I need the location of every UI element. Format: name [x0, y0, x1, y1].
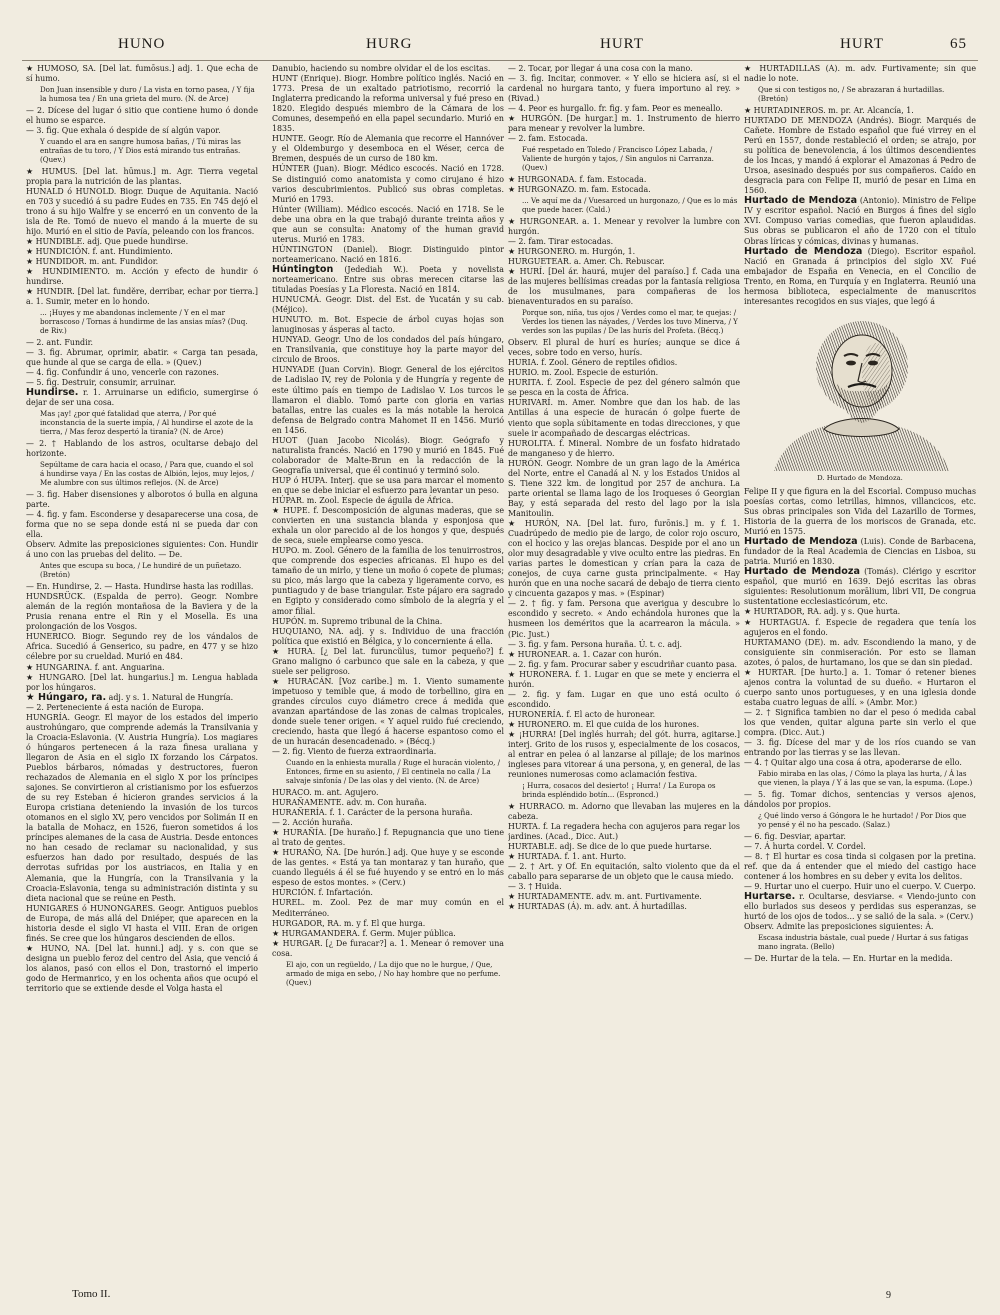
headword: Hurtado de Mendoza: [744, 566, 860, 578]
entry: ★ HUNGARINA. f. ant. Anguarina.: [26, 662, 165, 672]
entry: ★ HUNDIDOR. m. ant. Fundidor.: [26, 257, 159, 267]
entry: [744, 537, 976, 567]
entry: Húnter (William). Médico escocés. Nació en 1718. Se le debe una obra en la que trabajó durante treinta años y que aun se consulta: Anatomy of the human gravid uterus. Murió en 1783.: [272, 204, 504, 244]
entry: — 4. fig. y fam. Esconderse y desaparecerse una cosa, de forma que no se sepa donde está ni se pueda dar con ella.: [26, 510, 258, 540]
entry: — 4. † Quitar algo una cosa á otra, apoderarse de ello.: [744, 758, 962, 768]
entry: HUNYAD. Geogr. Uno de los condados del país húngaro, en Transilvania, que constituye hoy la parte mayor del circulo de Broos.: [272, 335, 504, 365]
entry: HUPÓN. m. Supremo tribunal de la China.: [272, 616, 443, 626]
entry: [26, 693, 258, 703]
entry: HURACO. m. ant. Agujero.: [272, 787, 379, 797]
entry-text: (Jedediah W.). Poeta y novelista norteamericano. Entre sus obras merecen citarse las tituladas Poesías y La Floresta. Nació en 1814.: [272, 264, 504, 295]
entry: ★ HURTADAMENTE. adv. m. ant. Furtivamente.: [508, 892, 702, 902]
entry: HUROLITA. f. Mineral. Nombre de un fosfato hidratado de manganeso y de hierro.: [508, 438, 740, 458]
entry: ★ HURGAMANDERA. f. Germ. Mujer pública.: [272, 928, 456, 938]
entry: ★ HURGONERO. m. Hurgón, 1.: [508, 247, 636, 257]
entry: — 3. fig. Haber disensiones y alborotos ó bulla en alguna parte.: [26, 490, 258, 510]
entry: ★ HURTADILLAS (Á). m. adv. Furtivamente; sin que nadie lo note.: [744, 64, 976, 84]
entry: ★ HURGÓN. [De hurgar.] m. 1. Instrumento de hierro para menear y revolver la lumbre.: [508, 114, 740, 134]
running-head-col1: HUNO: [118, 36, 166, 52]
entry-text: (Tomás). Clérigo y escritor español, que murió en 1639. Dejó escritas las obras siguientes: Resolutionum morālium, libri VII, De congrua sustentatione ecclesiasticórum, etc.: [744, 567, 976, 607]
entry: HURGADOR, RA. m. y f. El que hurga.: [272, 918, 426, 928]
portrait-caption: D. Hurtado de Mendoza.: [817, 473, 903, 482]
entry: HUNUCMÁ. Geogr. Dist. del Est. de Yucatán y su cab. (Méjico).: [272, 295, 504, 315]
headword: Hurtarse.: [744, 891, 796, 903]
entry-text: r. 1. Arruinarse un edificio, sumergirse ó dejar de ser una cosa.: [26, 388, 258, 408]
entry: HURIO. m. Zool. Especie de esturión.: [508, 368, 659, 378]
entry: — 2. ant. Fundir.: [26, 338, 94, 348]
entry: HURONERÍA. f. El acto de huronear.: [508, 709, 656, 719]
citation: ¿ Qué lindo verso á Góngora le he hurtado! / Por Dios que yo pensé y él no ha pescado. (Salaz.): [758, 811, 967, 830]
entry: HURIVARÍ. m. Amer. Nombre que dan los hab. de las Antillas á una especie de huracán ó golpe fuerte de viento que sopla súbitamente en todas direcciones, y que suele ir acompañado de descargas eléctricas.: [508, 398, 740, 438]
page-number: 65: [950, 36, 967, 52]
entry: — 3. † Huida.: [508, 882, 562, 892]
citation: Cuando en la enhiesta muralla / Ruge el huracán violento, / Entonces, firme en su asiento, / El centinela no calla / La salvaje sinfonía / De las olas y del viento. (N. de Arce): [286, 758, 501, 786]
entry: — 3. fig. Incitar, conmover. « Y ello se hiciera así, si el cardenal no hurgara tanto, y fuera importuno al rey. » (Rivad.): [508, 74, 740, 104]
entry: ★ HURAÑÍA. [De huraño.] f. Repugnancia que uno tiene al trato de gentes.: [272, 828, 504, 848]
entry: Danubio, haciendo su nombre olvidar el de los escitas.: [272, 64, 491, 73]
entry: — 2. Perteneciente á esta nación de Europa.: [26, 702, 204, 712]
entry: [744, 247, 976, 307]
entry: — 2. fam. Estocada.: [508, 134, 588, 144]
entry: ★ HURA. [¿ Del lat. furuncŭlus, tumor pequeño?] f. Grano maligno ó carbunco que sale en la cabeza, y que suele ser peligroso.: [272, 646, 504, 676]
entry: — 2. Acción huraña.: [272, 818, 353, 828]
entry: ★ HUNO, NA. [Del lat. hunni.] adj. y s. con que se designa un pueblo feroz del centro del Asia, que venció á los alanos, pasó con ellos el Don, trastornó el imperio godo de Hermanrico, y en los ochenta años que ocupó el territorio que se extiende desde el Volga hasta el: [26, 943, 258, 994]
entry: HUNDSRÜCK. (Espalda de perro). Geogr. Nombre alemán de la región montañosa de la Baviera y de la Prusia renana entre el Rin y el Mosella. Es una prolongación de los Vosgos.: [26, 592, 258, 632]
entry: HURIA. f. Zool. Género de reptiles ofidios.: [508, 358, 678, 368]
running-head-col4: HURT: [840, 36, 884, 52]
entry: — 2. Tocar, por llegar á una cosa con la mano.: [508, 64, 693, 73]
column-2: [272, 64, 504, 1274]
entry: HÚNTER (Juan). Biogr. Médico escocés. Nació en 1728. Se distinguió como anatomista y como cirujano é hizo varios descubrimientos. Publicó sus obras completas. Murió en 1793.: [272, 164, 504, 204]
entry: — 9. Hurtar uno el cuerpo. Huir uno el cuerpo. V. Cuerpo.: [744, 882, 976, 892]
entry: HUNTE. Geogr. Río de Alemania que recorre el Hannóver y el Oldemburgo y desemboca en el Wéser, cerca de Bremen, después de un curso de 180 km.: [272, 134, 504, 164]
entry: [272, 265, 504, 295]
citation: Que si con testigos no, / Se abrazaran á hurtadillas. (Bretón): [758, 85, 945, 103]
entry: ★ HURÓN, NA. [Del lat. furo, furōnis.] m. y f. 1. Cuadrúpedo de medio pie de largo, de color rojo oscuro, con el hocico y las orejas blancas. Despide por el ano un olor muy desagradable y vive oculto entre las piedras. En varias partes le domestican y crían para la caza de conejos, de cuya carne gusta principalmente. « Hay hurón que en una noche sacará de debajo de tierra ciento y cincuenta gazapos y mas. » (Espinar): [508, 518, 740, 599]
headword: Hurtado de Mendoza: [744, 245, 863, 257]
entry-text: r. Ocultarse, desviarse. « Viendo-junto con ello burlados sus deseos y perdidas sus esperanzas, se hurtó de los ojos de todos... y se salió de la sala. » (Cerv.): [744, 892, 976, 922]
entry: — 3. fig. y fam. Persona huraña. Ú. t. c. adj.: [508, 639, 683, 649]
entry: ★ HURTADOR, RA. adj. y s. Que hurta.: [744, 607, 901, 617]
entry: ★ HUNDIMIENTO. m. Acción y efecto de hundir ó hundirse.: [26, 267, 258, 287]
portrait-engraving: [744, 311, 976, 471]
running-head-col3: HURT: [600, 36, 644, 52]
headword: Húntington: [272, 263, 334, 275]
citation: Antes que escupa su boca, / Le hundiré de un puñetazo. (Bretón): [40, 561, 242, 580]
entry: ★ HURTADINEROS. m. pr. Ar. Alcancía, 1.: [744, 105, 914, 115]
entry: ★ HURGONAZO. m. fam. Estocada.: [508, 185, 651, 195]
entry: — 6. fig. Desviar, apartar.: [744, 831, 846, 841]
entry: HUREL. m. Zool. Pez de mar muy común en el Mediterráneo.: [272, 898, 504, 918]
entry: HUNT (Enrique). Biogr. Hombre político inglés. Nació en 1773. Presa de un exaltado patriotismo, recorrió la Inglaterra predicando la reforma universal y fué preso en 1820. Elegido después miembro de la Cámara de los Comunes, desempeñó en ella papel secundario. Murió en 1835.: [272, 74, 504, 134]
entry: — 2. † fig. y fam. Persona que averigua y descubre lo escondido y secreto. « Ando echándola hurones que la husmeen los deméritos que la acarrearon la mácula. » (Pic. Just.): [508, 599, 740, 639]
headword: Hurtado de Mendoza: [744, 536, 858, 548]
entry: Felipe II y que figura en la del Escorial. Compuso muchas poesías cortas, como letrillas, himnos, villancicos, etc. Sus obras principales son Vida del Lazarillo de Tormes, Historia de la guerra de los moriscos de Granada, etc. Murió en 1575.: [744, 486, 976, 537]
entry: — 4. fig. Confundir á uno, vencerle con razones.: [26, 368, 219, 378]
entry: — 3. fig. Dícese del mar y de los ríos cuando se van entrando por las tierras y se las llevan.: [744, 738, 976, 758]
entry: HUNGRÍA. Geogr. El mayor de los estados del imperio austrohúngaro, que comprende además la Transilvania y la Croacia-Eslavonia. (V. Austria Hungría). Los magiares ó húngaros pertenecen á la raza finesa uraliana y llegaron de Asia en el siglo IX forzando los Cárpatos. Pueblos bárbaros, nómadas y destructores, fueron rechazados de Alemania en el siglo X por los príncipes sajones. Se convirtieron al cristianismo por los esfuerzos de su rey Esteban é hicieron grandes servicios á la Europa cristiana deteniendo la invasión de los turcos otomanos en el siglo XV, pero vencidos por Solimán II en la batalla de Mohacz, en 1526, fueron sometidos á los príncipes alemanes de la casa de Austria. Desde entonces no han cesado de reclamar su nacionalidad, y sus esfuerzos han dado por resultado, después de las derrotas sufridas por los austriacos, en Italia y en Alemania, que la Hungría, con la Transilvania y la Croacia-Eslavonia, tenga su administración distinta y su dieta nacional que se reúne en Pesth.: [26, 712, 258, 903]
entry: HUP ó HUPA. Interj. que se usa para marcar el momento en que se debe iniciar el esfuerzo para levantar un peso.: [272, 475, 504, 495]
entry: — 2. fig. y fam. Procurar saber y escudriñar cuanto pasa.: [508, 659, 738, 669]
entry: Observ. Admite las preposiciones siguientes: Con. Hundir á uno con las pruebas del delito. — De.: [26, 540, 258, 560]
entry: HUQUIANO, NA. adj. y s. Individuo de una fracción política que existió en Bélgica, y lo concerniente á ella.: [272, 626, 504, 646]
entry: — 2. † Significa tambien no dar el peso ó medida cabal los que venden, quitar alguna parte sin verlo el que compra. (Dicc. Aut.): [744, 707, 976, 738]
entry-text: (Diego). Escritor español. Nació en Granada á principios del siglo XV. Fué embajador de España en Venecia, en el Concilio de Trento, en Roma, en Turquía y en Inglaterra. Reunió una hermosa biblioteca, especialmente de manuscritos interesantes recogidos en sus viajes, que legó á: [744, 246, 976, 306]
entry: ★ HURGAR. [¿ De furacar?] a. 1. Menear ó remover una cosa.: [272, 938, 504, 958]
entry: HUNIGARES ó HUNONGARES. Geogr. Antiguos pueblos de Europa, de más allá del Dniéper, que aparecen en la historia desde el siglo VI hasta el VIII. Eran de origen finés. Se cree que los húngaros descienden de ellos.: [26, 903, 258, 943]
entry: HUNYADE (Juan Corvin). Biogr. General de los ejércitos de Ladislao IV, rey de Polonia y de Hungría y regente de este último país en tiempo de Ladislao V. Los turcos le llamaron el diablo. Tomó parte con gloria en varias batallas, entre las cuales es la más notable la heroica defensa de Belgrado contra Mahomet II en 1456. Murió en 1456.: [272, 365, 504, 435]
entry: HUPO. m. Zool. Género de la familia de los tenuirrostros, que comprende dos especies africanas. El hupo es del tamaño de un mirlo, y tiene un moño ó copete de plumas; su pico, más largo que la cabeza y ligeramente corvo, es puntiagudo y de base triangular. Este pájaro era sagrado en Egipto y considerado como símbolo de la alegría y el amor filial.: [272, 546, 504, 616]
entry: HUNALD ó HUNOLD. Biogr. Duque de Aquitania. Nació en 703 y sucedió á su padre Eudes en 735. En 745 dejó el trono á su hijo Walfre y se encerró en un convento de la isla de Re. Tomó de nuevo el mando á la muerte de su hijo. Murió en el sitio de Pavía, peleando con los francos.: [26, 186, 258, 237]
entry: [744, 892, 976, 922]
entry: ★ HURONERO. m. El que cuida de los hurones.: [508, 719, 700, 729]
entry: ★ HUNDIR. [Del lat. fundĕre, derribar, echar por tierra.] a. 1. Sumir, meter en lo hondo.: [26, 287, 258, 307]
column-3: [508, 64, 740, 1274]
entry: HUNUTO. m. Bot. Especie de árbol cuyas hojas son lanuginosas y ásperas al tacto.: [272, 315, 504, 335]
citation: Porque son, niña, tus ojos / Verdes como el mar, te quejas: / Verdes los tienen las náyades, / Verdes los tuvo Minerva, / Y verdes son las pupilas / De las hurís del Profeta. (Bécq.): [522, 308, 738, 336]
running-head-col2: HURG: [366, 36, 413, 52]
entry: — 8. † El hurtar es cosa tinda si colgasen por la pretina. ref. que da á entender que el miedo del castigo hace contener á los hombres en su deber y evita los delitos.: [744, 852, 976, 882]
citation: Fabio miraba en las olas, / Cómo la playa las hurta, / Á las que vienen, la playa / Y á las que se van, la espuma. (Lope.): [758, 769, 973, 788]
entry-text: (Luis). Conde de Barbacena, fundador de la Real Academia de Ciencias en Lisboa, su patria. Murió en 1830.: [744, 537, 976, 567]
entry: ★ HUNDICIÓN. f. ant. Hundimiento.: [26, 247, 173, 257]
entry: HUOT (Juan Jacobo Nicolás). Biogr. Geógrafo y naturalista francés. Nació en 1790 y murió en 1845. Fué colaborador de Malte-Brun en la redacción de la Geografía universal, que él continuó y terminó solo.: [272, 435, 504, 475]
entry: [744, 196, 976, 246]
entry: — 5. fig. Tomar dichos, sentencias y versos ajenos, dándolos por propios.: [744, 790, 976, 810]
column-1: [26, 64, 258, 1274]
entry-text: (Antonio). Ministro de Felipe IV y escritor español. Nació en Burgos á fines del siglo XVI. Compuso varias comedias, que fueron aplaudidas. Sus obras se publicaron el año de 1720 con el título Obras líricas y cómicas, divinas y humanas.: [744, 196, 976, 246]
entry: — 2. † Hablando de los astros, ocultarse debajo del horizonte.: [26, 439, 258, 459]
entry: ★ HURONEAR. a. 1. Cazar con hurón.: [508, 649, 662, 659]
headword: Hundirse.: [26, 387, 79, 399]
entry: ★ HURONERA. f. 1. Lugar en que se mete y encierra el hurón.: [508, 669, 740, 689]
volume-label: Tomo II.: [72, 1288, 111, 1300]
entry: — 7. Á hurta cordel. V. Cordel.: [744, 841, 866, 851]
entry: HURAÑAMENTE. adv. m. Con huraña.: [272, 798, 427, 807]
entry: Observ. Admite las preposiciones siguientes: Á.: [744, 922, 934, 932]
citation: ... Ve aquí me da / Vuesarced un hurgonazo, / Que es lo más que puede hacer. (Cald.): [522, 196, 738, 215]
entry: ★ HURACÁN. [Voz caribe.] m. 1. Viento sumamente impetuoso y temible que, á modo de torbellino, gira en grandes círculos cuyo diámetro crece á medida que avanzan apartándose de las zonas de calmas tropicales, donde suele tener origen. « Y aquel ruido fué creciendo, creciendo, hasta que llegó á hacerse espantoso como el de un huracán desencadenado. » (Bécq.): [272, 676, 504, 747]
entry: — De. Hurtar de la tela. — En. Hurtar en la medida.: [744, 954, 953, 964]
entry: HURGUETEAR. a. Amer. Ch. Rebuscar.: [508, 257, 665, 267]
entry: Observ. El plural de hurí es huríes; aunque se dice á veces, sobre todo en verso, hurís.: [508, 338, 740, 358]
engraved-portrait-icon: [744, 311, 976, 471]
entry: — 4. Peor es hurgallo. fr. fig. y fam. Peor es meneallo.: [508, 104, 723, 114]
citation: Don Juan insensible y duro / La vista en torno pasea, / Y fija la humosa tea / En una grieta del muro. (N. de Arce): [40, 85, 255, 103]
citation: Y cuando el ara en sangre humosa bañas, / Tú miras las entrañas de tu toro, / Y Dios está mirando tus entrañas. (Quev.): [40, 137, 241, 164]
entry: — En. Hundirse, 2. — Hasta. Hundirse hasta las rodillas.: [26, 582, 254, 592]
citation: ¡ Hurra, cosacos del desierto! ¡ Hurra! / La Europa os brinda espléndido botín... (Esproncd.): [522, 781, 716, 800]
entry: — 2. fam. Tirar estocadas.: [508, 237, 614, 247]
citation: El ajo, con un regüeldo, / La dijo que no le hurgue, / Que, armado de miga en sebo, / No hay hombre que no perfume. (Quev.): [286, 959, 501, 987]
citation: Sepúltame de cara hacia el ocaso, / Para que, cuando el sol á hundirse vaya / En las costas de Albión, lejos, muy lejos, / Me alumbre con sus últimos reflejos. (N. de Arce): [40, 460, 254, 488]
entry: — 2. † Art. y Of. En equitación, salto violento que da el caballo para separarse de un objeto que le causa miedo.: [508, 862, 740, 882]
entry: HURAÑERÍA. f. 1. Carácter de la persona huraña.: [272, 808, 473, 818]
running-head: [0, 36, 1000, 62]
citation: Fué respetado en Toledo / Francisco López Labada, / Valiente de hurgón y tajos, / Sin angulos ni Carranza. (Quev.): [522, 145, 714, 173]
headword: ★ Húngaro, ra.: [26, 691, 107, 703]
entry: ★ HURTAGUA. f. Especie de regadera que tenía los agujeros en el fondo.: [744, 617, 976, 637]
entry: HURTA. f. La regadera hecha con agujeros para regar los jardines. (Acad., Dicc. Aut.): [508, 822, 740, 842]
entry: ★ HUNGARO. [Del lat. hungarius.] m. Lengua hablada por los húngaros.: [26, 672, 258, 692]
entry: — 2. fig. Viento de fuerza extraordinaria.: [272, 747, 437, 757]
entry-text: adj. y s. 1. Natural de Hungría.: [106, 692, 234, 702]
entry: — 2. fig. y fam. Lugar en que uno está oculto ó escondido.: [508, 689, 740, 709]
entry: HURITA. f. Zool. Especie de pez del género salmón que se pesca en la costa de África.: [508, 378, 740, 398]
entry: ★ HUNDIBLE. adj. Que puede hundirse.: [26, 237, 189, 247]
entry: ★ HUPE. f. Descomposición de algunas maderas, que se convierten en una sustancia blanda y esponjosa que exhala un olor parecido al de los hongos y que, después de seca, suele emplearse como yesca.: [272, 506, 504, 546]
entry: HURTABLE. adj. Se dice de lo que puede hurtarse.: [508, 842, 712, 852]
entry: — 3. fig. Que exhala ó despide de sí algún vapor.: [26, 126, 221, 135]
entry: ★ HUMUS. [Del lat. hūmus.] m. Agr. Tierra vegetal propia para la nutrición de las plantas.: [26, 166, 258, 186]
citation: Escasa industria bástale, cual puede / Hurtar á sus fatigas mano ingrata. (Bello): [758, 933, 969, 952]
entry: HURTAMANO (DE). m. adv. Escondiendo la mano, y de consiguiente sin conmiseración. Por esto se llaman azotes, ó palos, de hurtamano, los que se dan sin piedad.: [744, 637, 976, 667]
entry: HURÓN. Geogr. Nombre de un gran lago de la América del Norte, entre el Canadá al N. y los Estados Unidos al S. Tiene 322 km. de longitud por 257 de anchura. La parte oriental se llama lago de los Iroqueses ó Georgian Bay, y está separada del resto del lago por la isla Manitoulin.: [508, 458, 740, 518]
entry: HÚPAR. m. Zool. Especie de águila de África.: [272, 496, 454, 506]
citation: Mas ¡ay! ¿por qué fatalidad que aterra, / Por qué inconstancia de la suerte impía, / Al hundirse el azote de la tierra, / Mas feroz despertó la tiranía? (N. de Arce): [40, 409, 254, 437]
citation: ... ¡Huyes y me abandonas inclemente / Y en el mar borrascoso / Tornas á hundirme de las ansias mías? (Duq. de Riv.): [40, 308, 248, 336]
entry: — 5. fig. Destruir, consumir, arruinar.: [26, 378, 176, 388]
entry: ★ HURRACO. m. Adorno que llevaban las mujeres en la cabeza.: [508, 802, 740, 822]
entry: — 2. Dícese del lugar ó sitio que contiene humo ó donde el humo se esparce.: [26, 105, 258, 125]
entry: ★ HURAÑO, ÑA. [De hurón.] adj. Que huye y se esconde de las gentes. « Está ya tan montaraz y tan huraño, que cuando lleguéis á él se fué huyendo y se entró en lo más espeso de estos montes. » (Cerv.): [272, 848, 504, 888]
entry: [744, 567, 976, 607]
entry: [26, 388, 258, 408]
entry: ★ HUMOSO, SA. [Del lat. fumōsus.] adj. 1. Que echa de sí humo.: [26, 64, 258, 84]
entry: ★ HURGONEAR. a. 1. Menear y revolver la lumbre con hurgón.: [508, 217, 740, 237]
entry: HUNERICO. Biogr. Segundo rey de los vándalos de Africa. Sucedió á Genserico, su padre, en 477 y se hizo célebre por su crueldad. Murió en 484.: [26, 632, 258, 662]
entry: ★ HURGONADA. f. fam. Estocada.: [508, 175, 647, 185]
signature-mark: 9: [886, 1290, 891, 1301]
entry: ★ HURTADA. f. 1. ant. Hurto.: [508, 852, 627, 862]
entry: — 3. fig. Abrumar, oprimir, abatir. « Carga tan pesada, que hunde al que se carga de ella. » (Quev.): [26, 348, 258, 368]
entry: HURCIÓN. f. Infartación.: [272, 888, 373, 898]
entry: ★ HURÍ. [Del ár. haurá, mujer del paraíso.] f. Cada una de las mujeres bellísimas creadas por la fantasía religiosa de los musulmanes, para compañeras de los bienaventurados en su paraíso.: [508, 267, 740, 307]
entry: ★ HURTADAS (Á). m. adv. ant. Á hurtadillas.: [508, 902, 687, 912]
entry: ★ HURTAR. [De hurto.] a. 1. Tomar ó retener bienes ajenos contra la voluntad de su dueño. « Hurtaron el cuerpo santo unos portugueses, y en una iglesia donde estaba cuatro leguas de allí. » (Ambr. Mor.): [744, 667, 976, 707]
header-rule: [22, 60, 978, 61]
entry: ★ ¡HURRA! [Del inglés hurrah; del gót. hurra, agitarse.] interj. Grito de los rusos y, especialmente de los cosacos, al entrar en pelea ó al lanzarse al pillaje; de los marinos ingleses para vitorear á una persona, y, en general, de las reuniones numerosas como aclamación festiva.: [508, 729, 740, 780]
column-4: [744, 64, 976, 1274]
headword: Hurtado de Mendoza: [744, 195, 858, 207]
entry: HURTADO DE MENDOZA (Andrés). Biogr. Marqués de Cañete. Hombre de Estado español que fué virrey en el Perú en 1557, donde restableció el orden; se atrajo, por su política de benevolencia, á los últimos descendientes de los Incas, y mandó á explorar el Amazonas á Pedro de Ursoa, asesinado después por sus compañeros. Caído en desgracia para con Felipe II, murió de pesar en Lima en 1560.: [744, 115, 976, 196]
entry: HÚNTINGTON (Daniel). Biogr. Distinguido pintor norteamericano. Nació en 1816.: [272, 244, 504, 264]
